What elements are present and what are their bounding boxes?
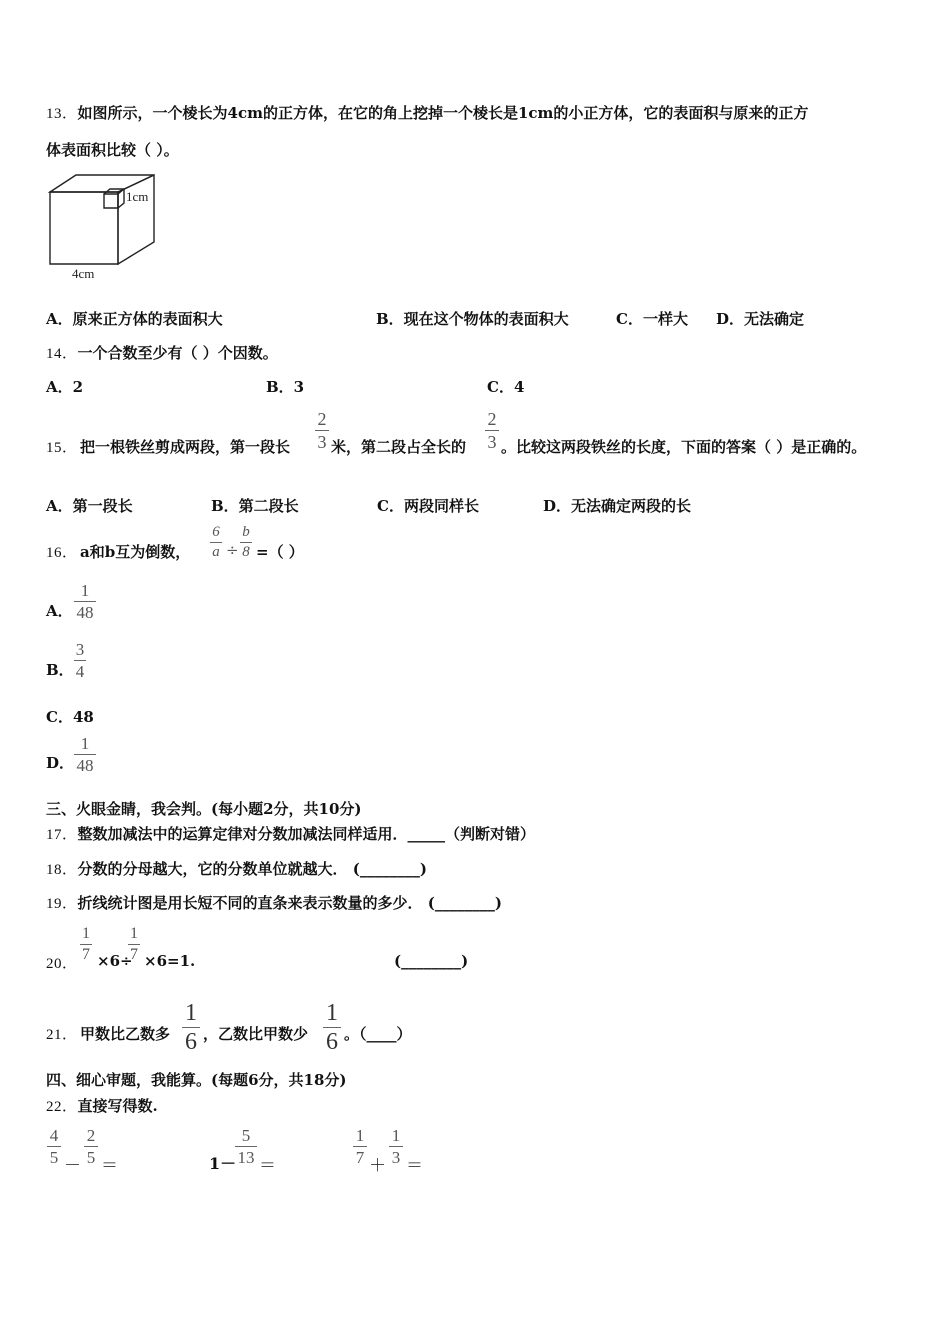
q15-option-a[interactable]: A．第一段长 [46, 497, 133, 515]
q13-option-a[interactable]: A．原来正方体的表面积大 [46, 310, 223, 328]
q16-option-d-fraction: 1 48 [74, 735, 96, 774]
q16-option-a-fraction: 1 48 [74, 582, 96, 621]
q15-text-part2: 米，第二段占全长的 [331, 438, 467, 456]
q22-e3-plus: ＋ [369, 1156, 386, 1176]
q16-divide-sign: ÷ [226, 541, 239, 559]
q16-option-a-label[interactable]: A． [46, 602, 73, 620]
q22-e3-fraction-2: 1 3 [389, 1127, 403, 1166]
q13-line1 [46, 102, 808, 123]
q22-e3-equals: ＝ [406, 1156, 423, 1176]
q16-fraction-b-over-8: b 8 [240, 525, 252, 560]
q22-e3-fraction-1: 1 7 [353, 1127, 367, 1166]
cube-front-face [50, 192, 118, 264]
q19-line [46, 892, 502, 913]
q15-option-b[interactable]: B．第二段长 [211, 497, 299, 515]
q19-number: 19． [46, 896, 78, 912]
q22-e1-equals: ＝ [101, 1156, 118, 1176]
q22-line [46, 1095, 158, 1116]
q21-part1: 甲数比乙数多 [80, 1025, 171, 1043]
q21-fraction-2: 1 6 [323, 1001, 341, 1054]
q16-equals-blank: =（ ） [256, 543, 304, 561]
q22-e2-equals: ＝ [259, 1156, 276, 1176]
q14-option-b[interactable]: B．3 [266, 378, 305, 396]
q13-option-b[interactable]: B．现在这个物体的表面积大 [376, 310, 569, 328]
big-cube-label: 4cm [72, 266, 95, 281]
q20-middle: ×6÷ [97, 952, 133, 970]
small-cube-label: 1cm [126, 189, 149, 204]
q16-option-b-fraction: 3 4 [75, 640, 85, 681]
q18-line [46, 858, 427, 879]
q22-e1-fraction-2: 2 5 [84, 1127, 98, 1166]
q15-text-part1: 把一根铁丝剪成两段，第一段长 [80, 438, 291, 456]
q13-number: 13． [46, 106, 78, 122]
q22-number: 22． [46, 1099, 78, 1115]
q16-fraction-6-over-a: 6 a [210, 525, 222, 560]
q15-option-c[interactable]: C．两段同样长 [377, 497, 479, 515]
q20-fraction-1: 1 7 [82, 925, 90, 963]
section-3-title: 三、火眼金睛，我会判。(每小题2分，共10分) [46, 800, 362, 818]
q19-text: 折线统计图是用长短不同的直条来表示数量的多少． (________) [77, 894, 502, 912]
q14-option-a[interactable]: A．2 [46, 378, 84, 396]
q22-text: 直接写得数. [77, 1097, 158, 1115]
small-cube-front [104, 194, 118, 208]
q20-fraction-2: 1 7 [130, 925, 138, 963]
q22-e1-fraction-1: 4 5 [47, 1127, 61, 1166]
cube-figure [44, 170, 164, 282]
q13-option-d[interactable]: D．无法确定 [716, 310, 805, 328]
q13-text: 如图所示，一个棱长为4cm的正方体，在它的角上挖掉一个棱长是1cm的小正方体，它的表面积与原来的正方 [77, 104, 809, 122]
q17-line [46, 823, 535, 844]
q13-line2: 体表面积比较（ ）。 [46, 141, 179, 159]
q20-answer-blank[interactable]: (________) [394, 952, 469, 970]
q14-option-c[interactable]: C．4 [487, 378, 525, 396]
q15-number: 15． [46, 440, 78, 456]
q21-part2: ，乙数比甲数少 [203, 1025, 309, 1043]
q13-option-c[interactable]: C．一样大 [616, 310, 688, 328]
q14-line [46, 342, 278, 363]
q17-text: 整数加减法中的运算定律对分数加减法同样适用．_____（判断对错） [77, 825, 536, 843]
q14-text: 一个合数至少有（ ）个因数。 [77, 344, 278, 362]
q16-option-c[interactable]: C．48 [46, 708, 94, 726]
q18-number: 18． [46, 862, 78, 878]
q22-e2-lead: 1－ [209, 1154, 237, 1173]
q16-option-d-label[interactable]: D． [46, 754, 75, 772]
q17-number: 17． [46, 827, 78, 843]
q21-part3: 。（____） [344, 1025, 412, 1043]
q18-text: 分数的分母越大，它的分数单位就越大． (________) [77, 860, 427, 878]
q22-e2-fraction: 5 13 [235, 1127, 257, 1166]
q15-fraction-1: 2 3 [315, 410, 329, 451]
q20-number: 20． [46, 956, 78, 972]
q15-text-part3: 。比较这两段铁丝的长度，下面的答案（ ）是正确的。 [501, 438, 867, 456]
q16-text: a和b互为倒数， [80, 543, 191, 561]
q15-fraction-2: 2 3 [485, 410, 499, 451]
section-4-title: 四、细心审题，我能算。(每题6分，共18分) [46, 1071, 347, 1089]
q14-number: 14． [46, 346, 78, 362]
q20-tail: ×6=1. [144, 952, 196, 970]
q22-e1-minus: － [64, 1156, 81, 1176]
q16-option-b-label[interactable]: B． [46, 661, 74, 679]
q15-option-d[interactable]: D．无法确定两段的长 [543, 497, 692, 515]
q21-number: 21． [46, 1027, 78, 1043]
q21-fraction-1: 1 6 [182, 1001, 200, 1054]
q16-number: 16． [46, 545, 78, 561]
